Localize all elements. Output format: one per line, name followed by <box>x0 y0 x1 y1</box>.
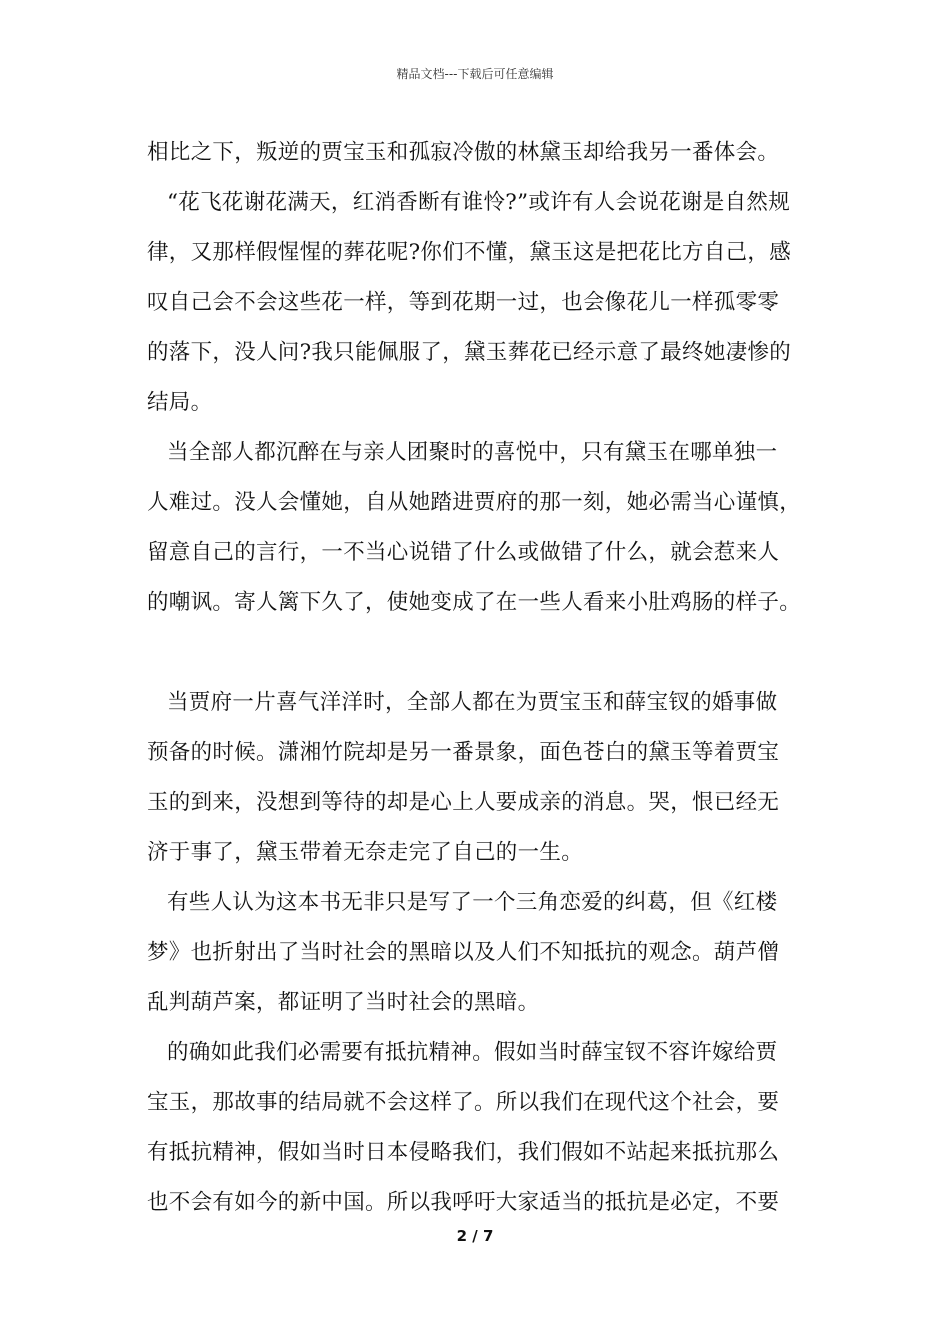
text-line: 叹自己会不会这些花一样，等到花期一过，也会像花儿一样孤零零 <box>147 290 780 315</box>
text-line: 结局。 <box>147 390 213 415</box>
text-line: 律，又那样假惺惺的葬花呢?你们不懂，黛玉这是把花比方自己，感 <box>147 240 792 265</box>
text-line: 玉的到来，没想到等待的却是心上人要成亲的消息。哭，恨已经无 <box>147 790 780 815</box>
text-line: 留意自己的言行，一不当心说错了什么或做错了什么，就会惹来人 <box>147 540 780 565</box>
text-line: 有抵抗精神，假如当时日本侵略我们，我们假如不站起来抵抗那么 <box>147 1140 780 1165</box>
text-line: 也不会有如今的新中国。所以我呼吁大家适当的抵抗是必定，不要 <box>147 1190 780 1215</box>
text-line: 当全部人都沉醉在与亲人团聚时的喜悦中，只有黛玉在哪单独一 <box>167 440 778 465</box>
text-line: 济于事了，黛玉带着无奈走完了自己的一生。 <box>147 840 584 865</box>
text-line: 梦》也折射出了当时社会的黑暗以及人们不知抵抗的观念。葫芦僧 <box>147 940 780 965</box>
text-line: 的嘲讽。寄人篱下久了，使她变成了在一些人看来小肚鸡肠的样子。 <box>147 590 802 615</box>
text-line: “花飞花谢花满天，红消香断有谁怜?”或许有人会说花谢是自然规 <box>167 190 791 215</box>
text-line: 有些人认为这本书无非只是写了一个三角恋爱的纠葛，但《红楼 <box>167 890 778 915</box>
text-line: 的落下，没人问?我只能佩服了，黛玉葬花已经示意了最终她凄惨的 <box>147 340 792 365</box>
text-line: 乱判葫芦案，都证明了当时社会的黑暗。 <box>147 990 540 1015</box>
document-body <box>147 128 817 1228</box>
text-line: 当贾府一片喜气洋洋时，全部人都在为贾宝玉和薛宝钗的婚事做 <box>167 690 778 715</box>
text-line: 相比之下，叛逆的贾宝玉和孤寂冷傲的林黛玉却给我另一番体会。 <box>147 140 780 165</box>
page-header: 精品文档---下载后可任意编辑 <box>396 67 554 81</box>
text-line: 的确如此我们必需要有抵抗精神。假如当时薛宝钗不容许嫁给贾 <box>167 1040 778 1065</box>
page-number: 2 / 7 <box>456 1227 494 1245</box>
text-line: 人难过。没人会懂她，自从她踏进贾府的那一刻，她必需当心谨慎， <box>147 490 802 515</box>
text-line: 预备的时候。潇湘竹院却是另一番景象，面色苍白的黛玉等着贾宝 <box>147 740 780 765</box>
text-line: 宝玉，那故事的结局就不会这样了。所以我们在现代这个社会，要 <box>147 1090 780 1115</box>
